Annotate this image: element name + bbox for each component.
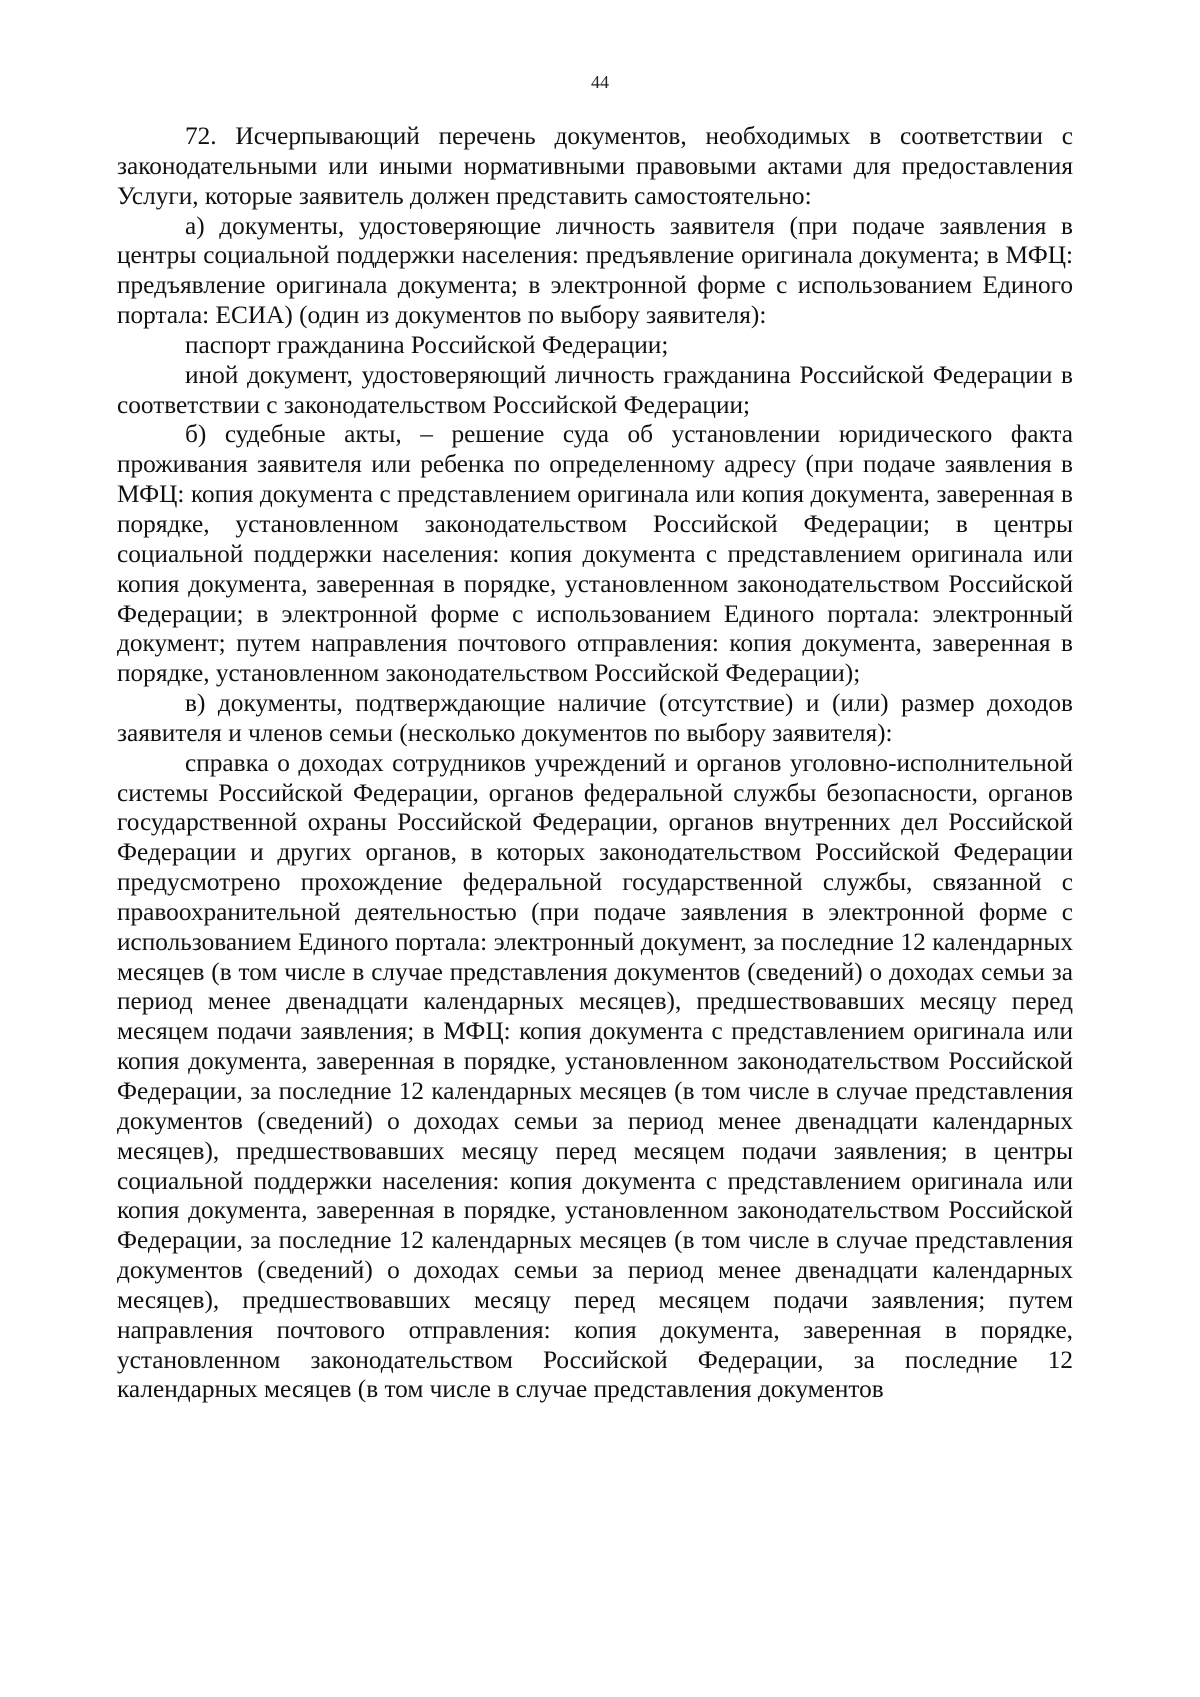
paragraph-other-identity-document: иной документ, удостоверяющий личность гражданина Российской Федерации в соответствии с законодательством Российской Федерации; xyxy=(117,360,1073,419)
paragraph-a-identity-documents: а) документы, удостоверяющие личность заявителя (при подаче заявления в центры социальной поддержки населения: предъявление оригинала документа; в МФЦ: предъявление оригинала документа; в электронной форме с использованием Единого портала: ЕСИА) (один из документов по выбору заявителя): xyxy=(117,211,1073,330)
paragraph-b-court-acts: б) судебные акты, – решение суда об установлении юридического факта проживания заявителя или ребенка по определенному адресу (при подаче заявления в МФЦ: копия документа с представлением оригинала или копия документа, заверенная в порядке, установленном законодательством Российской Федерации; в центры социальной поддержки населения: копия документа с представлением оригинала или копия документа, заверенная в порядке, установленном законодательством Российской Федерации; в электронной форме с использованием Единого портала: электронный документ; путем направления почтового отправления: копия документа, заверенная в порядке, установленном законодательством Российской Федерации); xyxy=(117,420,1073,688)
paragraph-72-intro: 72. Исчерпывающий перечень документов, необходимых в соответствии с законодательными или иными нормативными правовыми актами для предоставления Услуги, которые заявитель должен представить самостоятельно: xyxy=(117,122,1073,210)
page-number: 44 xyxy=(591,72,609,92)
paragraph-v-income-documents: в) документы, подтверждающие наличие (отсутствие) и (или) размер доходов заявителя и членов семьи (несколько документов по выбору заявителя): xyxy=(117,689,1073,747)
paragraph-passport: паспорт гражданина Российской Федерации; xyxy=(185,330,669,359)
document-body xyxy=(117,122,1073,1405)
paragraph-income-certificate: справка о доходах сотрудников учреждений и органов уголовно-исполнительной системы Российской Федерации, органов федеральной службы безопасности, органов государственной охраны Российской Федерации, органов внутренних дел Российской Федерации и других органов, в которых законодательством Российской Федерации предусмотрено прохождение федеральной государственной службы, связанной с правоохранительной деятельностью (при подаче заявления в электронной форме с использованием Единого портала: электронный документ, за последние 12 календарных месяцев (в том числе в случае представления документов (сведений) о доходах семьи за период менее двенадцати календарных месяцев), предшествовавших месяцу перед месяцем подачи заявления; в МФЦ: копия документа с представлением оригинала или копия документа, заверенная в порядке, установленном законодательством Российской Федерации, за последние 12 календарных месяцев (в том числе в случае представления документов (сведений) о доходах семьи за период менее двенадцати календарных месяцев), предшествовавших месяцу перед месяцем подачи заявления; в центры социальной поддержки населения: копия документа с представлением оригинала или копия документа, заверенная в порядке, установленном законодательством Российской Федерации, за последние 12 календарных месяцев (в том числе в случае представления документов (сведений) о доходах семьи за период менее двенадцати календарных месяцев), предшествовавших месяцу перед месяцем подачи заявления; путем направления почтового отправления: копия документа, заверенная в порядке, установленном законодательством Российской Федерации, за последние 12 календарных месяцев (в том числе в случае представления документов xyxy=(117,748,1073,1404)
